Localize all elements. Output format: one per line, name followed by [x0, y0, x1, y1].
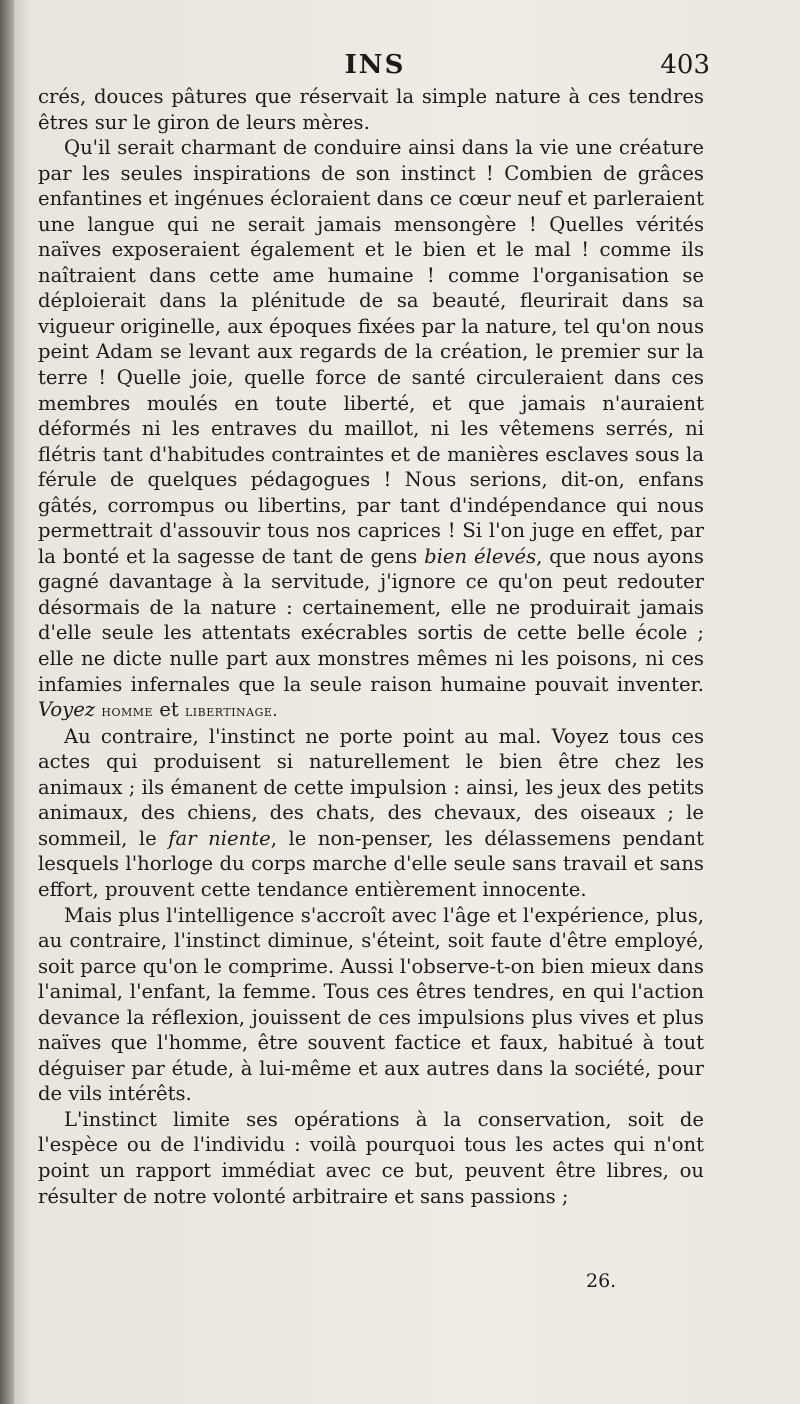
paragraph-5	[38, 1107, 704, 1209]
paragraph-1	[38, 84, 704, 135]
cross-ref-et: et	[159, 698, 179, 722]
paragraph-4-text: Mais plus l'intelligence s'accroît avec l'âge et l'expérience, plus, au contraire, l'instinct diminue, s'éteint, soit faute d'être employé, soit parce qu'on le comprime. Aussi l'observe-t-on bien mieux dans l'animal, l'enfant, la femme. Tous ces êtres tendres, en qui l'action devance la réflexion, jouissent de ces impulsions plus vives et plus naïves que l'homme, être souvent factice et faux, habitué à tout déguiser par étude, à lui-même et aux autres dans la société, pour de vils intérêts.	[38, 903, 704, 1106]
paragraph-5-text: L'instinct limite ses opérations à la conservation, soit de l'espèce ou de l'individu : voilà pourquoi tous les actes qui n'ont point un rapport immédiat avec ce but, peuvent être libres, ou résulter de notre volonté arbitraire et sans passions ;	[38, 1107, 704, 1208]
paragraph-3-text-b: , le non-penser, les délassemens pendant lesquels l'horloge du corps marche d'elle seule sans travail et sans effort, prouvent cette tendance entièrement innocente.	[38, 826, 704, 901]
paragraph-4	[38, 903, 704, 1107]
page-number: 403	[660, 50, 710, 80]
italic-far-niente: far niente	[168, 826, 271, 850]
italic-voyez: Voyez	[38, 698, 96, 722]
body-text	[38, 84, 704, 1209]
paragraph-2	[38, 135, 704, 724]
cross-ref-libertinage: libertinage.	[185, 701, 279, 721]
signature-mark: 26.	[586, 1270, 617, 1292]
italic-bien-eleves: bien élevés	[424, 544, 537, 568]
paragraph-2-text: Qu'il serait charmant de conduire ainsi dans la vie une créature par les seules inspirations de son instinct ! Combien de grâces enfantines et ingénues écloraient dans ce cœur neuf et parleraient une langue qui ne serait jamais mensongère ! Quelles vérités naïves exposeraient également et le bien et le mal ! comme ils naîtraient dans cette ame humaine ! comme l'organisation se déploierait dans la plénitude de sa beauté, fleurirait dans sa vigueur originelle, aux époques fixées par la nature, tel qu'on nous peint Adam se levant aux regards de la création, le premier sur la terre ! Quelle joie, quelle force de santé circuleraient dans ces membres moulés en toute liberté, et que jamais n'auraient déformés ni les entraves du maillot, ni les vêtemens serrés, ni flétris tant d'habitudes contraintes et de manières esclaves sous la férule de quelques pédagogues ! Nous serions, dit-on, enfans gâtés, corrompus ou libertins, par tant d'indépendance qui nous permettrait d'assouvir tous nos caprices ! Si l'on juge en effet, par la bonté et la sagesse de tant de gens	[38, 136, 704, 568]
page-header	[40, 50, 710, 84]
paragraph-1-text: crés, douces pâtures que réservait la simple nature à ces tendres êtres sur le giron de leurs mères.	[38, 85, 704, 134]
cross-ref-homme: homme	[101, 701, 154, 721]
paragraph-2-text-b: , que nous ayons gagné davantage à la servitude, j'ignore ce qu'on peut redouter désormais de la nature : certainement, elle ne produirait jamais d'elle seule les attentats exécrables sortis de cette belle école ; elle ne dicte nulle part aux monstres mêmes ni les poisons, ni ces infamies infernales que la seule raison humaine pouvait inventer.	[38, 544, 704, 696]
running-head: INS	[344, 50, 406, 80]
book-spine-shadow	[0, 0, 14, 1404]
paragraph-3-text: Au contraire, l'instinct ne porte point au mal. Voyez tous ces actes qui produisent si naturellement le bien être chez les animaux ; ils émanent de cette impulsion : ainsi, les jeux des petits animaux, des chiens, des chats, des chevaux, des oiseaux ; le sommeil, le	[38, 724, 704, 850]
paragraph-3	[38, 724, 704, 903]
